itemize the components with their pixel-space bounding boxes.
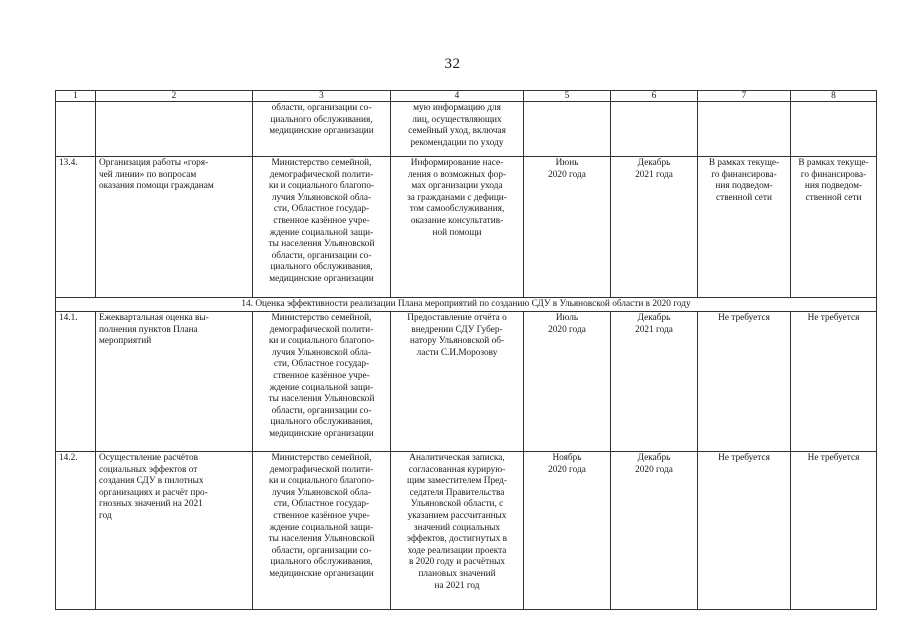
table-row: [56, 157, 877, 298]
row-financing-1: Не требуется: [698, 312, 791, 452]
header-col-6: 6: [611, 91, 698, 102]
continuation-row: [56, 102, 877, 157]
row-financing-2: В рамках текуще- го финансирова- ния подведом- ственной сети: [791, 157, 877, 298]
header-col-1: 1: [56, 91, 96, 102]
row-end: Декабрь 2021 года: [611, 312, 698, 452]
row-result: Аналитическая записка, согласованная курирую- щим заместителем Пред- седателя Правительства Ульяновской области, с указанием рассчитанных значений социальных эффектов, достигнутых в ходе реализации проекта в 2020 году и расчётных плановых значений на 2021 год: [391, 452, 524, 610]
header-col-7: 7: [698, 91, 791, 102]
header-col-5: 5: [524, 91, 611, 102]
row-start: Июль 2020 года: [524, 312, 611, 452]
cont-event: [96, 102, 253, 157]
row-end: Декабрь 2021 года: [611, 157, 698, 298]
row-result: Информирование насе- ления о возможных фор- мах организации ухода за гражданами с дефици- том самообслуживания, оказание консультатив- ной помощи: [391, 157, 524, 298]
row-executors: Министерство семейной, демографической полити- ки и социального благопо- лучия Ульяновской обла- сти, Областное государ- ственное казённое учре- ждение социальной защи- ты населения Ульяновской области, организации со- циального обслуживания, медицинские организации: [253, 312, 391, 452]
row-financing-2: Не требуется: [791, 452, 877, 610]
header-col-8: 8: [791, 91, 877, 102]
row-executors: Министерство семейной, демографической полити- ки и социального благопо- лучия Ульяновской обла- сти, Областное государ- ственное казённое учре- ждение социальной защи- ты населения Ульяновской области, организации со- циального обслуживания, медицинские организации: [253, 157, 391, 298]
row-event: Организация работы «горя- чей линии» по вопросам оказания помощи гражданам: [96, 157, 253, 298]
cont-executors: области, организации со- циального обслуживания, медицинские организации: [253, 102, 391, 157]
row-event: Ежеквартальная оценка вы- полнения пунктов Плана мероприятий: [96, 312, 253, 452]
cont-start: [524, 102, 611, 157]
row-end: Декабрь 2020 года: [611, 452, 698, 610]
header-col-3: 3: [253, 91, 391, 102]
section-title: 14. Оценка эффективности реализации Плана мероприятий по созданию СДУ в Ульяновской области в 2020 году: [56, 298, 877, 312]
header-col-2: 2: [96, 91, 253, 102]
row-executors: Министерство семейной, демографической полити- ки и социального благопо- лучия Ульяновской обла- сти, Областное государ- ственное казённое учре- ждение социальной защи- ты населения Ульяновской области, организации со- циального обслуживания, медицинские организации: [253, 452, 391, 610]
table-row: [56, 452, 877, 610]
row-event: Осуществление расчётов социальных эффектов от создания СДУ в пилотных организациях и расчёт про- гнозных значений на 2021 год: [96, 452, 253, 610]
header-row: [56, 91, 877, 102]
cont-num: [56, 102, 96, 157]
section-row: [56, 298, 877, 312]
row-number: 13.4.: [56, 157, 96, 298]
row-start: Июнь 2020 года: [524, 157, 611, 298]
cont-end: [611, 102, 698, 157]
row-financing-2: Не требуется: [791, 312, 877, 452]
table-row: [56, 312, 877, 452]
row-start: Ноябрь 2020 года: [524, 452, 611, 610]
row-result: Предоставление отчёта о внедрении СДУ Губер- натору Ульяновской об- ласти С.И.Морозову: [391, 312, 524, 452]
row-financing-1: В рамках текуще- го финансирова- ния подведом- ственной сети: [698, 157, 791, 298]
header-col-4: 4: [391, 91, 524, 102]
cont-fin1: [698, 102, 791, 157]
page-number: 32: [444, 56, 461, 72]
cont-fin2: [791, 102, 877, 157]
cont-result: мую информацию для лиц, осуществляющих семейный уход, включая рекомендации по уходу: [391, 102, 524, 157]
row-number: 14.2.: [56, 452, 96, 610]
row-number: 14.1.: [56, 312, 96, 452]
row-financing-1: Не требуется: [698, 452, 791, 610]
plan-table: [55, 90, 877, 610]
